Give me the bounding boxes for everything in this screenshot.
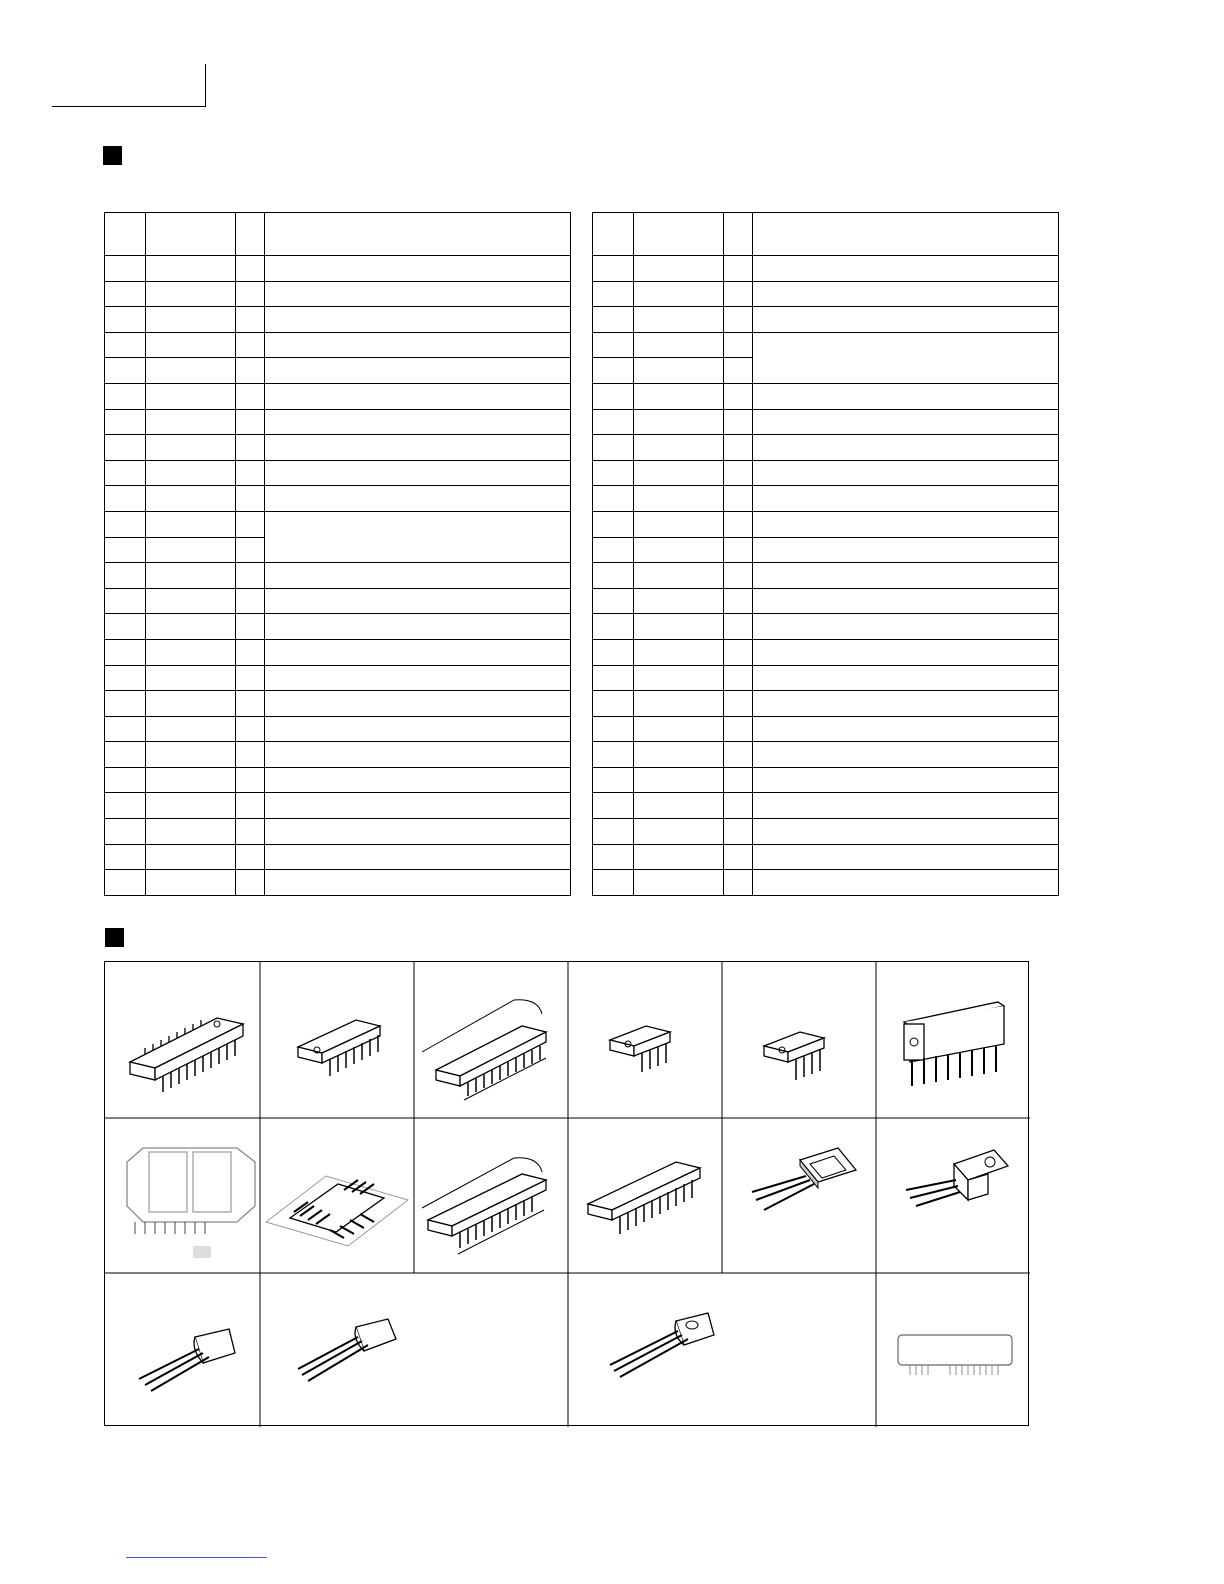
table-cell <box>236 563 265 589</box>
table-row <box>593 716 1059 742</box>
table-cell <box>753 819 1059 845</box>
table-cell <box>105 460 146 486</box>
table-cell <box>634 767 724 793</box>
table-cell <box>265 742 571 768</box>
table-cell <box>724 844 753 870</box>
table-cell <box>236 486 265 512</box>
table-row <box>593 588 1059 614</box>
table-cell <box>265 332 571 358</box>
table-row <box>105 665 571 691</box>
table-cell <box>265 511 571 562</box>
table-cell <box>146 435 236 461</box>
table-row <box>105 767 571 793</box>
table-row <box>593 691 1059 717</box>
table-cell <box>236 383 265 409</box>
table-cell <box>753 614 1059 640</box>
table-cell <box>634 435 724 461</box>
qfp-package <box>260 1118 414 1273</box>
table-row <box>105 563 571 589</box>
table-cell <box>105 716 146 742</box>
table-cell <box>105 409 146 435</box>
table-cell <box>724 742 753 768</box>
table-cell <box>753 460 1059 486</box>
table-cell <box>105 486 146 512</box>
table-row <box>593 486 1059 512</box>
table-cell <box>634 614 724 640</box>
table-cell <box>724 460 753 486</box>
table-cell <box>146 614 236 640</box>
table-cell <box>146 307 236 333</box>
table-cell <box>724 870 753 896</box>
table-cell <box>753 281 1059 307</box>
table-cell <box>593 742 634 768</box>
table-cell <box>593 435 634 461</box>
table-cell <box>236 537 265 563</box>
table-cell <box>724 716 753 742</box>
table-cell <box>593 537 634 563</box>
table-cell <box>753 563 1059 589</box>
table-row <box>593 537 1059 563</box>
table-cell <box>593 614 634 640</box>
table-cell <box>265 665 571 691</box>
table-cell <box>753 588 1059 614</box>
table-cell <box>105 870 146 896</box>
table-row <box>105 511 571 537</box>
table-cell <box>634 793 724 819</box>
table-cell <box>265 358 571 384</box>
header-cell <box>724 213 753 256</box>
table-row <box>105 716 571 742</box>
header-cell <box>753 213 1059 256</box>
table-row <box>593 332 1059 358</box>
dip-8-package-2 <box>722 962 876 1118</box>
table-cell <box>146 742 236 768</box>
table-cell <box>146 256 236 282</box>
table-row <box>593 844 1059 870</box>
table-cell <box>634 844 724 870</box>
table-header-row <box>593 213 1059 256</box>
table-cell <box>753 844 1059 870</box>
table-cell <box>105 793 146 819</box>
table-cell <box>265 256 571 282</box>
table-row <box>593 307 1059 333</box>
table-cell <box>105 639 146 665</box>
table-cell <box>146 870 236 896</box>
table-row <box>593 870 1059 896</box>
table-cell <box>724 639 753 665</box>
table-cell <box>724 256 753 282</box>
table-cell <box>724 511 753 537</box>
table-cell <box>105 307 146 333</box>
table-cell <box>105 665 146 691</box>
table-cell <box>753 639 1059 665</box>
table-cell <box>593 460 634 486</box>
section-marker-packages <box>105 928 124 947</box>
table-cell <box>265 614 571 640</box>
table-cell <box>753 870 1059 896</box>
table-cell <box>724 383 753 409</box>
pin-table-left <box>104 212 571 896</box>
header-cell <box>105 213 146 256</box>
to-92-package-2 <box>260 1273 568 1427</box>
table-cell <box>105 844 146 870</box>
table-cell <box>265 844 571 870</box>
to-92-package-1 <box>105 1273 260 1427</box>
table-cell <box>236 256 265 282</box>
table-row <box>105 409 571 435</box>
page-corner-mark <box>52 64 206 107</box>
dip-24-package-1 <box>105 962 260 1118</box>
table-row <box>105 588 571 614</box>
table-cell <box>593 409 634 435</box>
table-cell <box>146 588 236 614</box>
table-cell <box>105 614 146 640</box>
table-cell <box>593 716 634 742</box>
table-cell <box>634 639 724 665</box>
table-cell <box>724 614 753 640</box>
table-row <box>105 614 571 640</box>
table-cell <box>236 665 265 691</box>
table-cell <box>593 256 634 282</box>
dip-8-package-1 <box>568 962 722 1118</box>
table-cell <box>634 665 724 691</box>
table-row <box>105 793 571 819</box>
table-cell <box>724 281 753 307</box>
dip-14-package <box>260 962 414 1118</box>
table-cell <box>634 460 724 486</box>
table-cell <box>265 588 571 614</box>
table-row <box>593 767 1059 793</box>
table-row <box>593 383 1059 409</box>
table-cell <box>634 281 724 307</box>
table-cell <box>634 870 724 896</box>
table-cell <box>105 691 146 717</box>
table-cell <box>265 307 571 333</box>
table-row <box>593 409 1059 435</box>
table-cell <box>634 691 724 717</box>
table-row <box>105 358 571 384</box>
sip-9-package <box>876 962 1030 1118</box>
table-cell <box>634 511 724 537</box>
dip-28-package-1 <box>414 962 568 1118</box>
table-cell <box>753 435 1059 461</box>
table-cell <box>236 844 265 870</box>
table-cell <box>146 486 236 512</box>
table-row <box>593 460 1059 486</box>
table-cell <box>593 486 634 512</box>
table-cell <box>146 844 236 870</box>
table-cell <box>753 742 1059 768</box>
table-cell <box>634 819 724 845</box>
table-row <box>105 486 571 512</box>
table-row <box>105 819 571 845</box>
table-cell <box>236 819 265 845</box>
header-cell <box>593 213 634 256</box>
table-cell <box>105 537 146 563</box>
table-cell <box>265 486 571 512</box>
table-cell <box>593 639 634 665</box>
table-cell <box>634 307 724 333</box>
table-cell <box>593 665 634 691</box>
table-cell <box>634 537 724 563</box>
table-cell <box>236 307 265 333</box>
table-cell <box>724 691 753 717</box>
table-cell <box>634 486 724 512</box>
table-cell <box>236 358 265 384</box>
table-row <box>105 281 571 307</box>
table-cell <box>753 665 1059 691</box>
table-cell <box>236 716 265 742</box>
table-cell <box>753 307 1059 333</box>
table-row <box>593 281 1059 307</box>
table-row <box>593 639 1059 665</box>
table-cell <box>146 383 236 409</box>
table-row <box>105 307 571 333</box>
table-row <box>593 614 1059 640</box>
table-cell <box>146 691 236 717</box>
table-row <box>105 639 571 665</box>
table-cell <box>724 409 753 435</box>
table-cell <box>753 793 1059 819</box>
table-cell <box>236 691 265 717</box>
table-cell <box>105 256 146 282</box>
section-marker-pin-table <box>103 146 122 165</box>
package-grid <box>104 961 1029 1426</box>
table-cell <box>753 537 1059 563</box>
footer-link-underline <box>126 1557 267 1558</box>
table-cell <box>265 870 571 896</box>
table-cell <box>265 793 571 819</box>
table-row <box>593 819 1059 845</box>
table-cell <box>105 588 146 614</box>
table-cell <box>753 256 1059 282</box>
table-cell <box>265 716 571 742</box>
table-cell <box>724 486 753 512</box>
table-cell <box>236 409 265 435</box>
table-cell <box>265 460 571 486</box>
header-cell <box>146 213 236 256</box>
table-cell <box>634 383 724 409</box>
table-cell <box>753 691 1059 717</box>
table-cell <box>236 614 265 640</box>
table-cell <box>265 819 571 845</box>
table-cell <box>753 409 1059 435</box>
table-cell <box>236 332 265 358</box>
table-cell <box>105 358 146 384</box>
table-row <box>105 435 571 461</box>
header-cell <box>265 213 571 256</box>
table-row <box>105 691 571 717</box>
table-cell <box>634 332 724 358</box>
table-cell <box>634 563 724 589</box>
table-cell <box>753 486 1059 512</box>
header-cell <box>634 213 724 256</box>
table-cell <box>105 742 146 768</box>
table-row <box>105 256 571 282</box>
table-row <box>593 511 1059 537</box>
table-cell <box>753 716 1059 742</box>
table-row <box>105 844 571 870</box>
table-cell <box>265 383 571 409</box>
table-cell <box>236 870 265 896</box>
table-row <box>593 256 1059 282</box>
table-cell <box>265 639 571 665</box>
table-cell <box>146 665 236 691</box>
table-cell <box>146 332 236 358</box>
table-cell <box>146 563 236 589</box>
table-cell <box>146 358 236 384</box>
table-cell <box>593 844 634 870</box>
table-row <box>105 460 571 486</box>
table-cell <box>593 819 634 845</box>
to-92-package-3 <box>568 1273 876 1427</box>
table-cell <box>146 281 236 307</box>
table-cell <box>146 537 236 563</box>
table-cell <box>265 691 571 717</box>
table-cell <box>105 435 146 461</box>
table-cell <box>724 588 753 614</box>
table-cell <box>593 563 634 589</box>
sip-module-package <box>876 1273 1030 1427</box>
table-cell <box>265 435 571 461</box>
table-cell <box>753 511 1059 537</box>
table-cell <box>724 358 753 384</box>
table-cell <box>236 742 265 768</box>
table-row <box>593 793 1059 819</box>
table-cell <box>753 332 1059 383</box>
table-cell <box>236 460 265 486</box>
table-cell <box>724 767 753 793</box>
table-cell <box>593 511 634 537</box>
table-cell <box>753 383 1059 409</box>
table-cell <box>593 307 634 333</box>
table-cell <box>105 563 146 589</box>
table-cell <box>724 307 753 333</box>
table-cell <box>146 716 236 742</box>
table-header-row <box>105 213 571 256</box>
table-cell <box>105 511 146 537</box>
table-cell <box>724 332 753 358</box>
table-cell <box>236 435 265 461</box>
dip-28-package-2 <box>414 1118 568 1273</box>
table-cell <box>265 767 571 793</box>
table-cell <box>146 767 236 793</box>
table-cell <box>593 358 634 384</box>
table-cell <box>634 716 724 742</box>
table-cell <box>634 358 724 384</box>
table-cell <box>105 767 146 793</box>
table-cell <box>146 460 236 486</box>
table-row <box>105 870 571 896</box>
table-cell <box>146 793 236 819</box>
dip-24-package-2 <box>568 1118 722 1273</box>
table-cell <box>105 383 146 409</box>
table-cell <box>236 793 265 819</box>
table-cell <box>146 409 236 435</box>
table-cell <box>265 409 571 435</box>
power-module-package <box>105 1118 260 1273</box>
table-cell <box>236 511 265 537</box>
table-cell <box>724 665 753 691</box>
table-cell <box>634 588 724 614</box>
table-cell <box>634 409 724 435</box>
header-cell <box>236 213 265 256</box>
table-cell <box>724 793 753 819</box>
table-cell <box>593 588 634 614</box>
table-cell <box>634 742 724 768</box>
to-220-isolated-package <box>722 1118 876 1273</box>
table-cell <box>265 563 571 589</box>
table-cell <box>236 639 265 665</box>
table-cell <box>105 281 146 307</box>
table-cell <box>105 332 146 358</box>
to-220-package <box>876 1118 1030 1273</box>
table-cell <box>724 819 753 845</box>
table-row <box>593 665 1059 691</box>
table-cell <box>593 383 634 409</box>
table-cell <box>593 767 634 793</box>
table-row <box>593 435 1059 461</box>
table-cell <box>146 511 236 537</box>
table-row <box>593 563 1059 589</box>
table-cell <box>753 767 1059 793</box>
table-cell <box>593 281 634 307</box>
table-cell <box>634 256 724 282</box>
pin-table-right <box>592 212 1059 896</box>
table-cell <box>146 819 236 845</box>
table-cell <box>593 691 634 717</box>
table-cell <box>724 537 753 563</box>
table-cell <box>593 793 634 819</box>
table-row <box>105 742 571 768</box>
table-row <box>593 742 1059 768</box>
table-cell <box>724 435 753 461</box>
table-cell <box>105 819 146 845</box>
table-cell <box>593 332 634 358</box>
table-cell <box>724 563 753 589</box>
table-cell <box>146 639 236 665</box>
table-cell <box>236 588 265 614</box>
table-cell <box>593 870 634 896</box>
table-row <box>105 332 571 358</box>
table-cell <box>236 767 265 793</box>
table-cell <box>236 281 265 307</box>
table-row <box>105 383 571 409</box>
table-cell <box>265 281 571 307</box>
